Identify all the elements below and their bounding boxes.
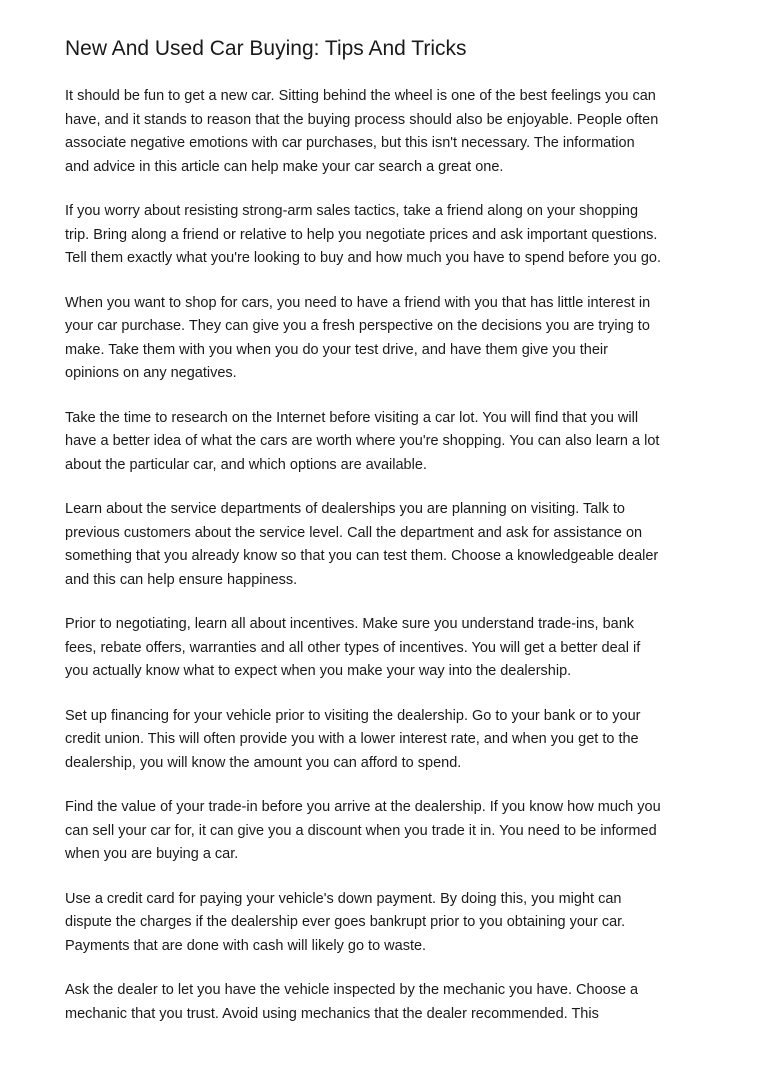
text-line: your car purchase. They can give you a fresh perspective on the decisions you are trying to (65, 318, 650, 334)
text-line: previous customers about the service level. Call the department and ask for assistance on (65, 524, 643, 541)
text-line: Learn about the service departments of dealerships you are planning on visiting. Talk to (65, 501, 625, 517)
text-line: When you want to shop for cars, you need to have a friend with you that has little interest in (65, 294, 651, 311)
text-line: something that you already know so that you can test them. Choose a knowledgeable dealer (65, 548, 659, 564)
text-line: Use a credit card for paying your vehicle's down payment. By doing this, you might can (65, 890, 622, 907)
paragraph-financing (65, 705, 715, 776)
text-line: make. Take them with you when you do your test drive, and have them give you their (65, 341, 608, 358)
text-line: Ask the dealer to let you have the vehicle inspected by the mechanic you have. Choose a (65, 982, 639, 998)
text-line: associate negative emotions with car purchases, but this isn't necessary. The information (65, 135, 635, 151)
text-line: Take the time to research on the Internet before visiting a car lot. You will find that you will (65, 409, 639, 426)
text-line: can sell your car for, it can give you a discount when you trade it in. You need to be informed (65, 822, 657, 839)
text-line: Tell them exactly what you're looking to buy and how much you have to spend before you go. (65, 250, 662, 266)
text-line: Prior to negotiating, learn all about incentives. Make sure you understand trade-ins, bank (65, 616, 635, 632)
paragraph-trade-in (65, 796, 715, 867)
text-line: and this can help ensure happiness. (65, 571, 298, 588)
paragraph-mechanic (65, 979, 715, 1026)
text-line: have, and it stands to reason that the buying process should also be enjoyable. People often (65, 111, 659, 128)
text-line: and advice in this article can help make your car search a great one. (65, 158, 504, 175)
text-line: when you are buying a car. (65, 846, 239, 862)
paragraph-neutral-friend (65, 292, 715, 386)
text-line: If you worry about resisting strong-arm sales tactics, take a friend along on your shopping (65, 203, 639, 219)
text-line: It should be fun to get a new car. Sitting behind the wheel is one of the best feelings you can (65, 88, 656, 104)
paragraph-intro (65, 85, 715, 179)
text-line: fees, rebate offers, warranties and all other types of incentives. You will get a better deal if (65, 639, 641, 656)
paragraph-incentives (65, 613, 715, 684)
article-body (65, 85, 715, 1047)
text-line: Payments that are done with cash will likely go to waste. (65, 937, 427, 954)
text-line: you actually know what to expect when you make your way into the dealership. (65, 663, 572, 679)
text-line: Set up financing for your vehicle prior to visiting the dealership. Go to your bank or to your (65, 707, 641, 724)
text-line: about the particular car, and which options are available. (65, 456, 427, 473)
text-line: dispute the charges if the dealership ever goes bankrupt prior to you obtaining your car. (65, 914, 626, 930)
paragraph-bring-friend (65, 200, 715, 271)
text-line: credit union. This will often provide you with a lower interest rate, and when you get to the (65, 731, 639, 747)
paragraph-research (65, 407, 715, 478)
paragraph-credit-card (65, 888, 715, 959)
page-title: New And Used Car Buying: Tips And Tricks (65, 37, 467, 60)
text-line: have a better idea of what the cars are worth where you're shopping. You can also learn a lot (65, 433, 660, 449)
text-line: mechanic that you trust. Avoid using mechanics that the dealer recommended. This (65, 1005, 599, 1022)
text-line: Find the value of your trade-in before you arrive at the dealership. If you know how much you (65, 799, 661, 815)
text-line: dealership, you will know the amount you can afford to spend. (65, 754, 462, 771)
text-line: opinions on any negatives. (65, 365, 237, 381)
text-line: trip. Bring along a friend or relative to help you negotiate prices and ask important questions. (65, 226, 658, 243)
paragraph-service-departments (65, 498, 715, 592)
